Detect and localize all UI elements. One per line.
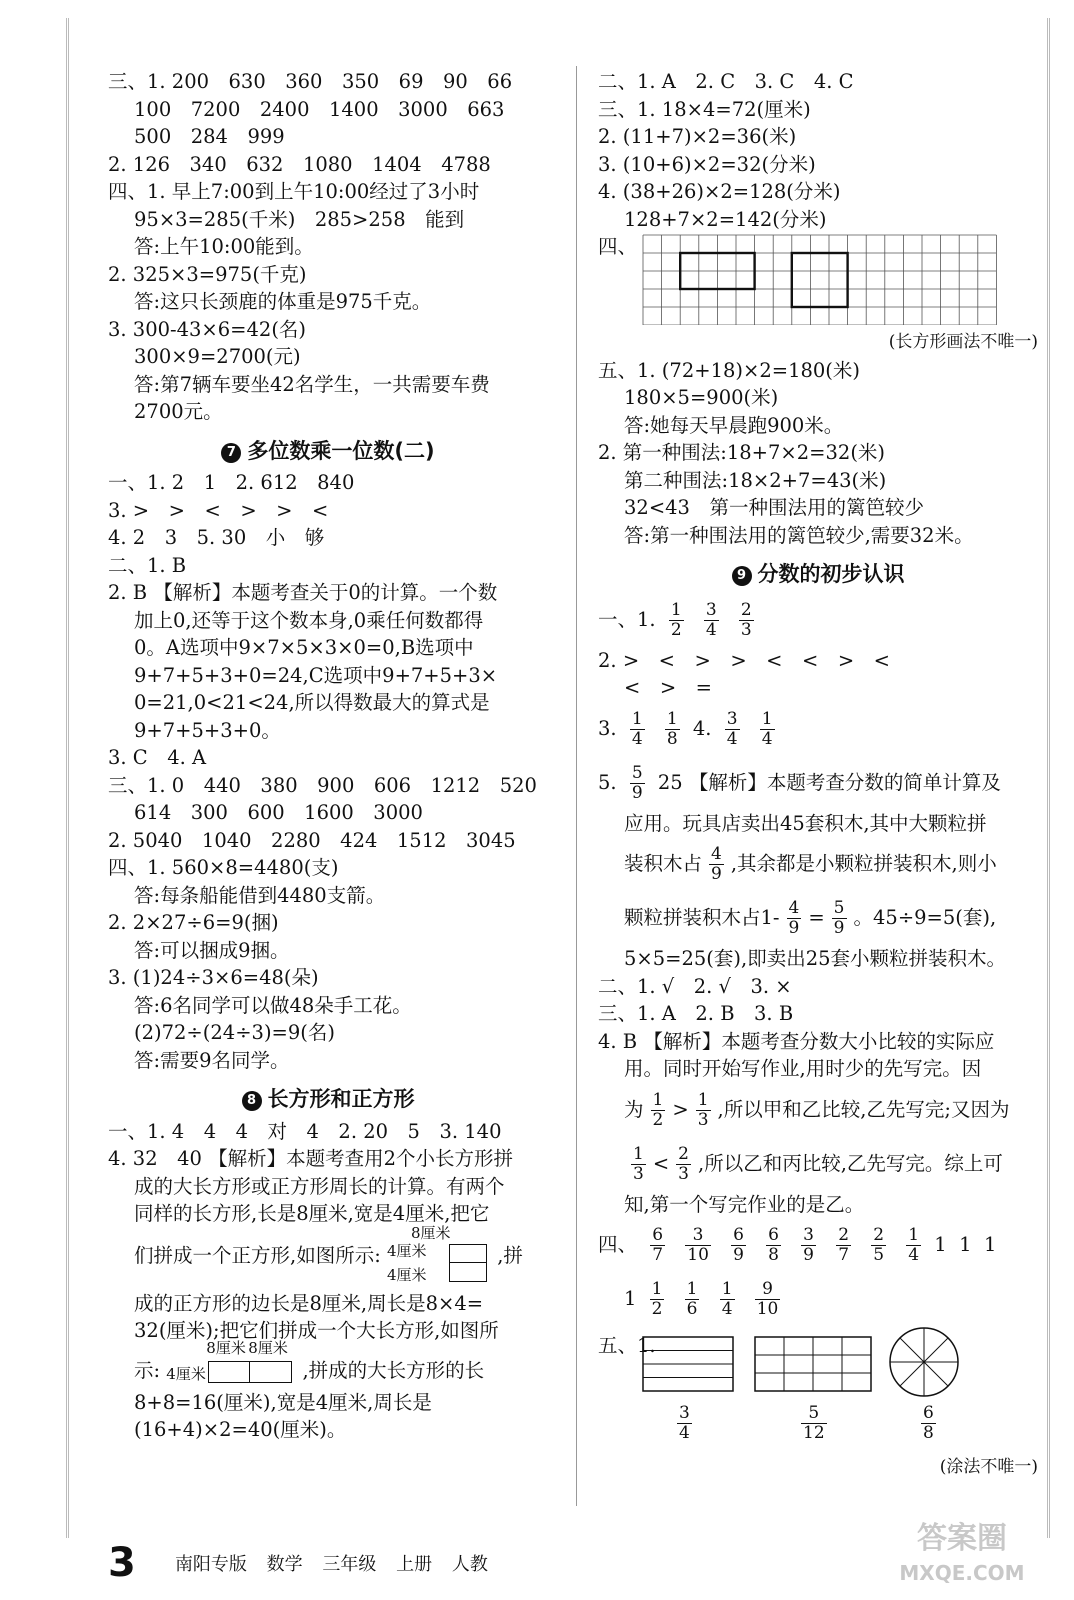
figure-label: 8厘米 xyxy=(248,1338,288,1357)
fraction-line: $\frac{1}{3}$ < $\frac{2}{3}$ ,所以乙和丙比较,乙先写完。综上可 xyxy=(633,1143,1003,1184)
fraction: $\frac{1}{8}$ xyxy=(666,708,678,749)
figure-label: 4厘米 xyxy=(386,1241,427,1260)
answer-line: (16+4)×2=40(厘米)。 xyxy=(134,1418,347,1441)
drawn-rectangle xyxy=(792,253,848,307)
answer-line: 3. C 4. A xyxy=(108,746,207,769)
answer-line-with-figure xyxy=(108,1223,548,1290)
answer-line: 100 7200 2400 1400 3000 663 xyxy=(134,97,505,121)
answer-line: 知,第一个写完作业的是乙。 xyxy=(624,1192,865,1216)
section-title: 分数的初步认识 xyxy=(757,562,905,586)
grid-answer xyxy=(598,233,1038,329)
answer-line: 一、1. 2 1 2. 612 840 xyxy=(108,471,355,494)
fraction: $\frac{2}{3}$ xyxy=(678,1143,689,1184)
fraction: $\frac{6}{8}$ xyxy=(768,1225,779,1265)
answer-line: 答:每条船能借到4480支箭。 xyxy=(134,883,386,907)
fraction: $\frac{1}{4}$ xyxy=(761,708,773,749)
answer-line: 一、1. 4 4 4 对 4 2. 20 5 3. 140 xyxy=(108,1119,502,1143)
answer-line: 3. > > < > > < xyxy=(108,498,329,522)
fraction: $\frac{1}{4}$ xyxy=(631,708,643,749)
fraction: $\frac{5}{9}$ xyxy=(631,762,643,803)
answer-line: 3. (1)24÷3×6=48(朵) xyxy=(108,966,319,989)
fraction-line: 四、 $\frac{6}{7}$ $\frac{3}{10}$ $\frac{6}{9}$ $\frac{6}{8}$ $\frac{3}{9}$ $\frac{2}{7}$ $\frac{2}{5}$ $\frac{1}{4}$ 1 1 1 xyxy=(598,1225,997,1265)
question-number: 四、 xyxy=(598,1233,638,1256)
question-number: 四、 xyxy=(598,235,638,258)
fraction: $\frac{1}{6}$ xyxy=(686,1279,698,1319)
fraction: $\frac{6}{7}$ xyxy=(652,1225,664,1265)
answer-line: 0=21,0<21<24,所以得数最大的算式是 xyxy=(134,691,490,714)
section-heading xyxy=(108,438,548,466)
question-number: 3. xyxy=(598,716,617,740)
column-divider xyxy=(576,66,577,1506)
answer-line: 同样的长方形,长是8厘米,宽是4厘米,把它 xyxy=(134,1202,490,1225)
answer-text: ,拼 xyxy=(497,1243,523,1267)
fraction-line: 装积木占 $\frac{4}{9}$ ,其余都是小颗粒拼装积木,则小 xyxy=(624,844,997,884)
answer-line: 成的正方形的边长是8厘米,周长是8×4= xyxy=(134,1291,484,1315)
figure-label: 8厘米 xyxy=(206,1338,246,1357)
fraction-line: 1 $\frac{1}{2}$ $\frac{1}{6}$ $\frac{1}{4}$ $\frac{9}{10}$ xyxy=(624,1279,779,1319)
fraction: $\frac{1}{4}$ xyxy=(721,1279,733,1319)
section-heading xyxy=(598,561,1038,589)
page-footer xyxy=(108,1540,488,1586)
section-title: 多位数乘一位数(二) xyxy=(247,438,435,463)
figure-label: 4厘米 xyxy=(166,1364,206,1383)
figure-label: 8厘米 xyxy=(410,1223,451,1242)
answer-line: 2. 126 340 632 1080 1404 4788 xyxy=(108,152,491,176)
square-figure xyxy=(386,1223,491,1284)
answer-line: 用。同时开始写作业,用时少的先写完。因 xyxy=(624,1057,982,1080)
answer-line: 9+7+5+3+0。 xyxy=(134,718,281,742)
answer-line: 答:上午10:00能到。 xyxy=(134,235,314,258)
answer-line: < > = xyxy=(624,676,713,699)
note: (涂法不唯一) xyxy=(939,1457,1038,1477)
section-heading xyxy=(108,1086,548,1114)
rectangle-shape xyxy=(208,1361,292,1383)
answer-line: 成的大长方形或正方形周长的计算。有两个 xyxy=(134,1174,505,1198)
answer-line-with-figure xyxy=(108,1338,548,1389)
grid-figure xyxy=(641,233,999,325)
fraction: $\frac{3}{9}$ xyxy=(803,1225,814,1265)
fraction-line xyxy=(598,593,1038,647)
answer-line: 三、1. 200 630 360 350 69 90 66 xyxy=(108,70,513,93)
circle-eighths-figure xyxy=(888,1326,960,1398)
answer-line: (2)72÷(24÷3)=9(名) xyxy=(134,1021,336,1044)
answer-line: 4. 32 40 【解析】本题考查用2个小长方形拼 xyxy=(108,1147,514,1170)
rectangle-figure xyxy=(166,1338,296,1385)
answer-line: 2. 325×3=975(千克) xyxy=(108,262,307,286)
answer-line: 二、1. B xyxy=(108,553,187,577)
fraction-line: 颗粒拼装积木占1- $\frac{4}{9}$ = $\frac{5}{9}$ 。45÷9=5(套), xyxy=(624,898,997,938)
question-number: 4. xyxy=(692,716,712,740)
answer-line: 95×3=285(千米) 285>258 能到 xyxy=(134,207,465,231)
answer-line: 128+7×2=142(分米) xyxy=(624,207,827,231)
answer-text: 25 【解析】本题考查分数的简单计算及 xyxy=(657,770,1001,794)
fraction: $\frac{3}{10}$ xyxy=(687,1225,709,1265)
answer-line: 300×9=2700(元) xyxy=(134,345,301,368)
answer-line: 5×5=25(套),即卖出25套小颗粒拼装积木。 xyxy=(624,947,1007,970)
square-shape xyxy=(449,1244,487,1282)
answer-line: 2700元。 xyxy=(134,400,223,423)
answer-line: 答:可以捆成9捆。 xyxy=(134,938,290,962)
answer-line: 答:需要9名同学。 xyxy=(134,1048,290,1072)
page-number: 3 xyxy=(108,1540,136,1586)
answer-line: 四、1. 560×8=4480(支) xyxy=(108,856,339,879)
fraction: $\frac{1}{2}$ xyxy=(670,599,682,640)
answer-line: 答:第7辆车要坐42名学生，一共需要车费 xyxy=(134,372,490,396)
answer-line: 答:这只长颈鹿的体重是975千克。 xyxy=(134,290,432,313)
fraction: $\frac{9}{10}$ xyxy=(756,1279,779,1319)
answer-line: 3. (10+6)×2=32(分米) xyxy=(598,152,816,176)
answer-line: 二、1. A 2. C 3. C 4. C xyxy=(598,70,854,93)
rectangle-quarters-figure xyxy=(642,1336,734,1392)
answer-line: 三、1. 18×4=72(厘米) xyxy=(598,97,811,121)
answer-line: 3. 300-43×6=42(名) xyxy=(108,317,307,341)
answer-line: 应用。玩具店卖出45套积木,其中大颗粒拼 xyxy=(624,811,987,835)
question-number: 5. xyxy=(598,770,617,794)
fraction: $\frac{1}{3}$ xyxy=(633,1143,644,1184)
answer-line: 2. (11+7)×2=36(米) xyxy=(598,125,797,148)
answer-line: 4. 2 3 5. 30 小 够 xyxy=(108,526,325,549)
fraction: $\frac{2}{5}$ xyxy=(873,1225,885,1265)
fraction: $\frac{1}{2}$ xyxy=(652,1089,664,1130)
section-number-badge: 8 xyxy=(242,1091,262,1111)
fraction: 5 12 xyxy=(803,1403,825,1443)
answer-line: 答:她每天早晨跑900米。 xyxy=(624,413,844,437)
shading-figures xyxy=(598,1326,1038,1454)
answer-line: 2. B 【解析】本题考查关于0的计算。一个数 xyxy=(108,581,498,604)
fraction-line xyxy=(598,756,1038,810)
answer-line: 4. (38+26)×2=128(分米) xyxy=(598,180,841,203)
left-column xyxy=(108,68,548,1444)
answer-text: ,拼成的大长方形的长 xyxy=(302,1358,485,1382)
answer-line: 答:6名同学可以做48朵手工花。 xyxy=(134,993,412,1017)
answer-line: 2. 第一种围法:18+7×2=32(米) xyxy=(598,441,886,464)
answer-line: 32(厘米);把它们拼成一个大长方形,如图所 xyxy=(134,1319,499,1342)
right-column xyxy=(598,68,1038,1482)
fraction: $\frac{5}{9}$ xyxy=(833,898,845,938)
answer-line: 500 284 999 xyxy=(134,125,285,148)
answer-line: 三、1. A 2. B 3. B xyxy=(598,1002,794,1025)
fraction: $\frac{1}{3}$ xyxy=(697,1089,709,1130)
answer-line: 二、1. √ 2. √ 3. × xyxy=(598,974,792,998)
fraction: $\frac{3}{4}$ xyxy=(705,599,717,640)
watermark-logo xyxy=(872,1522,1052,1592)
note: (长方形画法不唯一) xyxy=(888,332,1038,352)
fraction: 6 8 xyxy=(923,1403,934,1443)
rectangle-twelfths-figure xyxy=(754,1336,872,1392)
fraction: $\frac{4}{9}$ xyxy=(711,844,722,884)
fraction: $\frac{4}{9}$ xyxy=(788,898,800,938)
question-number: 一、1. xyxy=(598,607,656,631)
answer-line: 9+7+5+3+0=24,C选项中9+7+5+3× xyxy=(134,663,498,687)
answer-line: 2. > < > > < < > < xyxy=(598,648,891,672)
fraction: $\frac{2}{7}$ xyxy=(838,1225,850,1265)
answer-line: 32<43 第一种围法用的篱笆较少 xyxy=(624,496,924,519)
answer-text: 示: xyxy=(134,1358,161,1382)
watermark-line: MXQE.COM xyxy=(899,1561,1025,1585)
answer-line: 答:第一种围法用的篱笆较少,需要32米。 xyxy=(624,523,974,547)
figure-label: 4厘米 xyxy=(386,1265,427,1284)
section-title: 长方形和正方形 xyxy=(267,1087,415,1111)
answer-line: 第二种围法:18×2+7=43(米) xyxy=(624,468,887,492)
fraction-line xyxy=(598,702,1038,756)
fraction-line: 为 $\frac{1}{2}$ > $\frac{1}{3}$ ,所以甲和乙比较,乙先写完;又因为 xyxy=(624,1089,1010,1130)
footer-text: 南阳专版 数学 三年级 上册 人教 xyxy=(174,1554,488,1575)
section-number-badge: 7 xyxy=(221,443,241,463)
fraction: 3 4 xyxy=(679,1403,690,1443)
fraction: $\frac{1}{2}$ xyxy=(651,1279,663,1319)
fraction: $\frac{1}{4}$ xyxy=(908,1225,920,1265)
answer-line: 614 300 600 1600 3000 xyxy=(134,801,423,824)
answer-line: 0。A选项中9×7×5×3×0=0,B选项中 xyxy=(134,636,474,659)
answer-line: 8+8=16(厘米),宽是4厘米,周长是 xyxy=(134,1390,432,1414)
answer-line: 加上0,还等于这个数本身,0乘任何数都得 xyxy=(134,608,484,632)
section-number-badge: 9 xyxy=(732,566,752,586)
answer-line: 四、1. 早上7:00到上午10:00经过了3小时 xyxy=(108,180,480,203)
watermark-line: 答案圈 xyxy=(917,1521,1007,1556)
answer-line: 三、1. 0 440 380 900 606 1212 520 xyxy=(108,773,537,797)
fraction: $\frac{6}{9}$ xyxy=(733,1225,744,1265)
fraction: $\frac{2}{3}$ xyxy=(740,599,752,640)
answer-line: 180×5=900(米) xyxy=(624,386,779,409)
question-number: 五、1. xyxy=(598,1334,656,1357)
fraction: $\frac{3}{4}$ xyxy=(726,708,738,749)
answer-text: 们拼成一个正方形,如图所示: xyxy=(134,1243,381,1267)
answer-line: 4. B 【解析】本题考查分数大小比较的实际应 xyxy=(598,1029,995,1053)
answer-line: 五、1. (72+18)×2=180(米) xyxy=(598,358,861,382)
answer-line: 2. 2×27÷6=9(捆) xyxy=(108,911,279,934)
answer-line: 2. 5040 1040 2280 424 1512 3045 xyxy=(108,828,516,852)
